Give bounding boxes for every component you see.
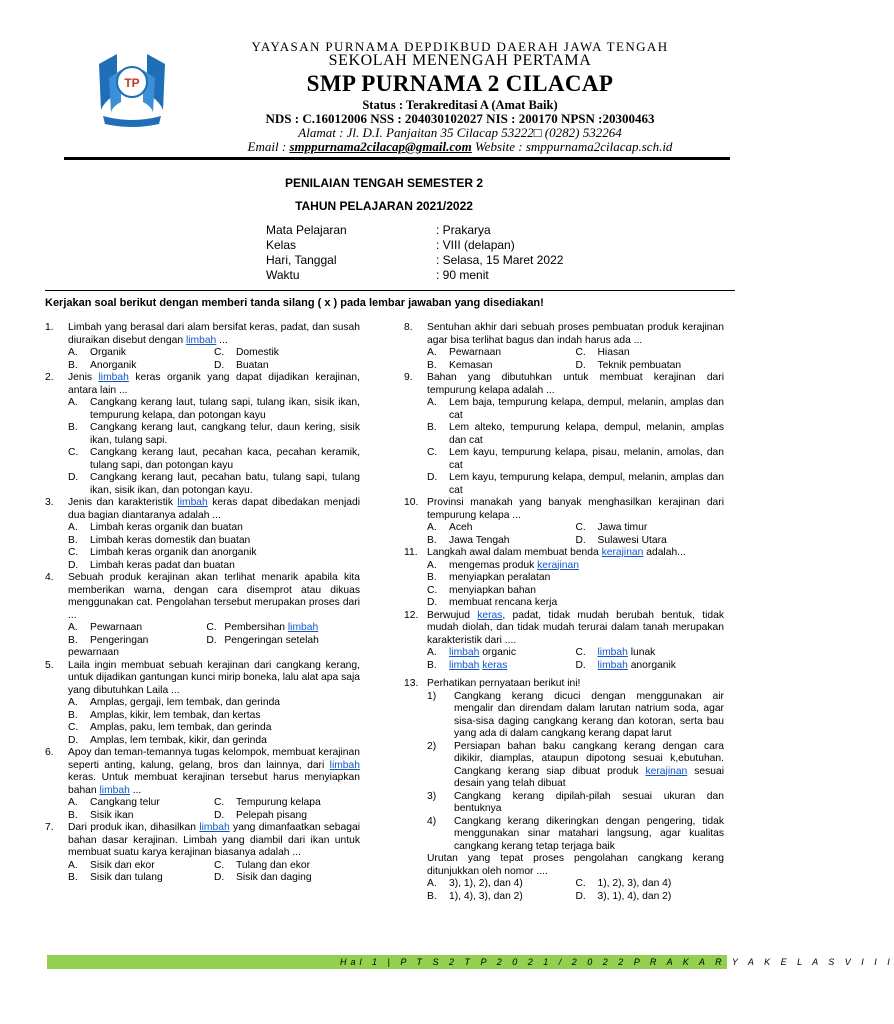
option-d-continuation: pewarnaan xyxy=(68,647,119,658)
info-row xyxy=(266,223,563,238)
question-number: 11. xyxy=(404,547,418,558)
link[interactable]: limbah xyxy=(177,497,208,508)
option-d: Pengeringan setelah xyxy=(224,634,319,646)
option-a: mengemas produk kerajinan xyxy=(449,559,579,571)
school-codes: NDS : C.16012006 NSS : 204030102027 NIS : 200170 NPSN :20300463 xyxy=(265,111,655,126)
link[interactable]: limbah xyxy=(449,659,480,671)
question-number: 5. xyxy=(45,659,54,671)
question-10: 10. Provinsi manakah yang banyak menghasilkan kerajinan dari tempurung kelapa ... A. Aceh C. Jawa timur B. Jawa Tengah D. Sulawesi Utara xyxy=(404,497,724,546)
question-number: 7. xyxy=(45,822,54,833)
info-key: Waktu xyxy=(266,268,300,282)
svg-text:TP: TP xyxy=(124,76,140,90)
footer-text: Hal 1 | P T S 2 T P 2 0 2 1 / 2 0 2 2 P R A K A R Y A K E L A S V I I I xyxy=(340,957,894,967)
option-d: 3), 1), 4), dan 2) xyxy=(597,890,672,902)
info-key: Kelas xyxy=(266,238,297,252)
statement-2: Persiapan bahan baku cangkang kerang dengan cara dikikir, diamplas, ataupun dipotong sesuai k,ebutuhan. Cangkang kerang siap dibuat produk kerajinan sesuai desain yang telah dibuat xyxy=(454,740,724,789)
option-a: limbah organic xyxy=(449,647,516,658)
question-number: 2. xyxy=(45,372,54,383)
option-c: Tulang dan ekor xyxy=(236,859,311,871)
option-c: limbah lunak xyxy=(597,647,656,658)
question-text: Berwujud keras, padat, tidak mudah berubah bentuk, tidak mudah diolah, dan tidak mudah terurai dalam tanah merupakan karakteristik dari .... xyxy=(427,609,724,646)
question-text: Langkah awal dalam membuat benda kerajinan adalah... xyxy=(427,547,686,558)
question-4: 4. Sebuah produk kerajinan akan terlihat menarik apabila kita memberikan warna, dengan cara disemprot atau dikuas menggunakan cat. Pengolahan tersebut merupakan proses dari ... A. Pewarnaan C. Pembersihan limbah B. Pengeringan D. Pengeringan setelah pewarnaan xyxy=(45,572,360,658)
question-number: 6. xyxy=(45,747,54,758)
option-d: Amplas, lem tembak, kikir, dan gerinda xyxy=(90,734,267,746)
link[interactable]: limbah xyxy=(185,334,217,346)
link[interactable]: limbah xyxy=(449,647,480,658)
info-value: : Prakarya xyxy=(436,223,491,237)
link[interactable]: keras xyxy=(482,659,508,671)
question-text: Limbah yang berasal dari alam bersifat keras, padat, dan susah diuraikan disebut dengan limbah ... xyxy=(68,322,360,346)
question-8: 8. Sentuhan akhir dari sebuah proses pembuatan produk kerajinan agar bisa terlihat bagus dan indah harus ada ... A. Pewarnaan C. Hiasan B. Kemasan D. Teknik pembuatan xyxy=(404,322,724,371)
question-text: Dari produk ikan, dihasilkan limbah yang dimanfaatkan sebagai bahan dasar kerajinan. Limbah yang diambil dari ikan untuk membuat suatu karya kerajinan biasanya adalah ... xyxy=(68,822,360,858)
option-d: limbah anorganik xyxy=(597,659,676,671)
info-row xyxy=(266,253,563,268)
option-d: Pelepah pisang xyxy=(236,809,307,821)
link[interactable]: kerajinan xyxy=(601,547,644,558)
option-b: Jawa Tengah xyxy=(449,534,510,546)
option-d: membuat rencana kerja xyxy=(449,597,558,608)
option-c: Amplas, paku, lem tembak, dan gerinda xyxy=(90,722,272,733)
question-text: Sentuhan akhir dari sebuah proses pembuatan produk kerajinan agar bisa terlihat bagus dan indah harus ada ... xyxy=(427,322,724,346)
website-text: Website : smppurnama2cilacap.sch.id xyxy=(471,139,673,154)
foundation-name: YAYASAN PURNAMA DEPDIKBUD DAERAH JAWA TENGAH xyxy=(251,39,669,54)
email-link[interactable]: smppurnama2cilacap@gmail.com xyxy=(289,139,472,154)
school-address: Alamat : Jl. D.I. Panjaitan 35 Cilacap 53222□ (0282) 532264 xyxy=(298,125,622,140)
instruction-rule xyxy=(45,290,735,291)
questions-left-column xyxy=(45,322,360,885)
question-text: Sebuah produk kerajinan akan terlihat menarik apabila kita memberikan warna, dengan cara disemprot atau dikuas menggunakan cat. Pengolahan tersebut merupakan proses dari ... xyxy=(68,572,360,621)
question-6: 6. Apoy dan teman-temannya tugas kelompok, membuat kerajinan seperti anting, kalung, gelang, bros dan lainnya, dari limbah keras. Untuk membuat kerajinan tersebut harus menyiapkan bahan limbah ... A. Cangkang telur C. Tempurung kelapa B. Sisik ikan D. Pelepah pisang xyxy=(45,747,360,821)
question-text: Jenis dan karakteristik limbah keras dapat dibedakan menjadi dua bagian diantaranya adalah ... xyxy=(68,497,360,521)
info-key: Hari, Tanggal xyxy=(266,253,337,267)
question-prompt: Urutan yang tepat proses pengolahan cangkang kerang ditunjukkan oleh nomor .... xyxy=(427,853,724,877)
question-text: Apoy dan teman-temannya tugas kelompok, membuat kerajinan seperti anting, kalung, gelang, bros dan lainnya, dari limbah keras. Untuk membuat kerajinan tersebut harus menyiapkan bahan limbah ... xyxy=(68,747,360,796)
question-3: 3. Jenis dan karakteristik limbah keras dapat dibedakan menjadi dua bagian diantaranya adalah ... A. Limbah keras organik dan buatan B. Limbah keras domestik dan buatan C. Limbah keras organik dan anorganik D. Limbah keras padat dan buatan xyxy=(45,497,360,571)
option-c: Limbah keras organik dan anorganik xyxy=(90,547,257,558)
option-b: Sisik dan tulang xyxy=(90,872,163,883)
option-d: Lem kayu, tempurung kelapa, dempul, melanin, amplas dan cat xyxy=(449,472,724,496)
question-9: 9. Bahan yang dibutuhkan untuk membuat kerajinan dari tempurung kelapa adalah ... A. Lem baja, tempurung kelapa, dempul, melanin, amplas dan cat B. Lem alteko, tempurung kelapa, dempul, melanin, amplas dan cat C. Lem kayu, tempurung kelapa, pisau, melanin, amolas, dan cat D. Lem kayu, tempurung kelapa, dempul, melanin, amplas dan cat xyxy=(404,372,724,496)
question-11: 11. Langkah awal dalam membuat benda kerajinan adalah... A. mengemas produk kerajinan B. menyiapkan peralatan C. menyiapkan bahan D. membuat rencana kerja xyxy=(404,547,724,610)
option-b: Anorganik xyxy=(90,359,137,371)
question-number: 9. xyxy=(404,372,413,383)
option-c: Tempurung kelapa xyxy=(236,797,321,808)
statement-4: Cangkang kerang dikeringkan dengan pengering, tidak menggunakan sinar matahari langsung, agar kualitas cangkang kerang tetap terjaga baik xyxy=(454,815,724,852)
question-5: 5. Laila ingin membuat sebuah kerajinan dari cangkang kerang, untuk dijadikan gantungan kunci mirip boneka, lalu alat apa saja yang dibutuhkan Laila ... A. Amplas, gergaji, lem tembak, dan gerinda B. Amplas, kikir, lem tembak, dan kertas C. Amplas, paku, lem tembak, dan gerinda D. Amplas, lem tembak, kikir, dan gerinda xyxy=(45,659,360,746)
option-a: Pewarnaan xyxy=(449,347,502,358)
option-b: Limbah keras domestik dan buatan xyxy=(90,534,251,546)
question-text: Jenis limbah keras organik yang dapat dijadikan kerajinan, antara lain ... xyxy=(68,372,360,396)
option-c: Domestik xyxy=(236,347,279,358)
info-value: : Selasa, 15 Maret 2022 xyxy=(436,253,564,267)
statement-3: Cangkang kerang dipilah-pilah sesuai ukuran dan bentuknya xyxy=(454,790,724,814)
option-a: Pewarnaan xyxy=(90,622,143,633)
option-b: Sisik ikan xyxy=(90,809,134,821)
option-a: Organik xyxy=(90,347,127,358)
question-12: 12. Berwujud keras, padat, tidak mudah berubah bentuk, tidak mudah diolah, dan tidak mudah terurai dalam tanah merupakan karakteristik dari .... A. limbah organic C. limbah lunak B. limbah keras D. limbah anorganik xyxy=(404,609,724,671)
option-b xyxy=(449,660,507,673)
option-d: Sulawesi Utara xyxy=(597,534,667,546)
option-d: Teknik pembuatan xyxy=(597,359,682,371)
question-text: Perhatikan pernyataan berikut ini! xyxy=(427,678,581,689)
link[interactable]: limbah xyxy=(98,372,129,383)
option-a: 3), 1), 2), dan 4) xyxy=(449,878,523,889)
option-b: Kemasan xyxy=(449,359,493,371)
option-c: 1), 2), 3), dan 4) xyxy=(597,878,672,889)
question-number: 13. xyxy=(404,678,419,689)
email-label: Email : xyxy=(247,139,290,154)
instruction: Kerjakan soal berikut dengan memberi tanda silang ( x ) pada lembar jawaban yang disediakan! xyxy=(45,297,544,309)
option-c: Hiasan xyxy=(597,347,630,358)
option-b: Lem alteko, tempurung kelapa, dempul, melanin, amplas dan cat xyxy=(449,422,724,446)
info-value: : VIII (delapan) xyxy=(436,238,515,252)
link[interactable]: limbah xyxy=(99,784,130,796)
option-a: Sisik dan ekor xyxy=(90,859,155,871)
link[interactable]: limbah xyxy=(287,622,319,633)
header-rule xyxy=(64,157,730,160)
option-a: Cangkang kerang laut, tulang sapi, tulang ikan, sisik ikan, tempurung kelapa, dan potongan kayu xyxy=(90,397,360,421)
accreditation-status: Status : Terakreditasi A (Amat Baik) xyxy=(362,98,558,112)
school-logo xyxy=(93,44,171,130)
option-b: menyiapkan peralatan xyxy=(449,572,551,583)
info-row xyxy=(266,238,563,253)
info-row xyxy=(266,268,563,283)
question-number: 8. xyxy=(404,322,413,333)
questions-right-column xyxy=(404,322,724,903)
exam-info xyxy=(266,223,563,283)
option-c: Jawa timur xyxy=(597,522,648,533)
info-key: Mata Pelajaran xyxy=(266,223,347,237)
question-text: Laila ingin membuat sebuah kerajinan dari cangkang kerang, untuk dijadikan gantungan kunci mirip boneka, lalu alat apa saja yang dibutuhkan Laila ... xyxy=(68,659,360,696)
option-c: Lem kayu, tempurung kelapa, pisau, melanin, amolas, dan cat xyxy=(449,447,724,471)
question-number: 10. xyxy=(404,497,419,508)
link[interactable]: limbah xyxy=(597,659,628,671)
link[interactable]: kerajinan xyxy=(645,765,688,777)
link[interactable]: limbah xyxy=(597,647,628,658)
letterhead xyxy=(0,0,768,160)
info-value: : 90 menit xyxy=(436,268,489,282)
option-c: Cangkang kerang laut, pecahan kaca, pecahan keramik, tulang sapi, dan potongan kayu xyxy=(90,447,360,471)
question-2: 2. Jenis limbah keras organik yang dapat dijadikan kerajinan, antara lain ... A. Cangkang kerang laut, tulang sapi, tulang ikan, sisik ikan, tempurung kelapa, dan potongan kayu B. Cangkang kerang laut, cangkang telur, daun kering, sisik ikan, tulang sapi. C. Cangkang kerang laut, pecahan kaca, pecahan keramik, tulang sapi, dan potongan kayu D. Cangkang kerang laut, pecahan batu, tulang sapi, tulang ikan, sisik ikan, dan potongan kayu. xyxy=(45,372,360,496)
link[interactable]: limbah xyxy=(199,822,230,833)
question-number: 12. xyxy=(404,609,419,621)
option-b: Pengeringan xyxy=(90,634,149,646)
option-d: Cangkang kerang laut, pecahan batu, tulang sapi, tulang ikan, sisik ikan, dan potongan kayu. xyxy=(90,472,360,496)
link[interactable]: kerajinan xyxy=(537,559,579,571)
link[interactable]: keras xyxy=(477,609,503,621)
question-1: 1. Limbah yang berasal dari alam bersifat keras, padat, dan susah diuraikan disebut dengan limbah ... A. Organik C. Domestik B. Anorganik D. Buatan xyxy=(45,322,360,371)
exam-title: PENILAIAN TENGAH SEMESTER 2 xyxy=(284,176,484,190)
option-a: Cangkang telur xyxy=(90,797,160,808)
link[interactable]: limbah xyxy=(329,759,360,771)
option-a: Amplas, gergaji, lem tembak, dan gerinda xyxy=(90,697,281,708)
statement-1: Cangkang kerang dicuci dengan menggunakan air mengalir dan direndam dalam larutan natrium soda, agar sisa-sisa daging cangkang kerang dan kotoran, serta bau yang ada di dalam cangkang kerang dapat larut xyxy=(454,690,724,739)
option-c: menyiapkan bahan xyxy=(449,584,537,596)
option-d: Sisik dan daging xyxy=(236,872,312,883)
school-name: SMP PURNAMA 2 CILACAP xyxy=(306,71,614,96)
option-b: Amplas, kikir, lem tembak, dan kertas xyxy=(90,709,261,721)
question-number: 1. xyxy=(45,322,54,333)
option-a: Aceh xyxy=(449,522,473,533)
question-7: 7. Dari produk ikan, dihasilkan limbah yang dimanfaatkan sebagai bahan dasar kerajinan. Limbah yang diambil dari ikan untuk membuat suatu karya kerajinan biasanya adalah ... A. Sisik dan ekor C. Tulang dan ekor B. Sisik dan tulang D. Sisik dan daging xyxy=(45,822,360,883)
school-level: SEKOLAH MENENGAH PERTAMA xyxy=(328,52,592,69)
question-13: 13. Perhatikan pernyataan berikut ini! 1) Cangkang kerang dicuci dengan menggunakan air mengalir dan direndam dalam larutan natrium soda, agar sisa-sisa daging cangkang kerang dan kotoran, serta bau yang ada di dalam cangkang kerang dapat larut 2) Persiapan bahan baku cangkang kerang dengan cara dikikir, diamplas, ataupun dipotong sesuai k,ebutuhan. Cangkang kerang siap dibuat produk kerajinan sesuai desain yang telah dibuat 3) Cangkang kerang dipilah-pilah sesuai ukuran dan bentuknya 4) Cangkang kerang dikeringkan dengan pengering, tidak menggunakan sinar matahari langsung, agar kualitas cangkang kerang tetap terjaga baik Urutan yang tepat proses pengolahan cangkang kerang ditunjukkan oleh nomor .... A. 3), 1), 2), dan 4) C. 1), 2), 3), dan 4) B. 1), 4), 3), dan 2) D. 3), 1), 4), dan 2) xyxy=(404,678,724,902)
option-d: Limbah keras padat dan buatan xyxy=(90,559,235,571)
question-number: 4. xyxy=(45,572,54,583)
option-a: Lem baja, tempurung kelapa, dempul, melanin, amplas dan cat xyxy=(449,397,724,421)
academic-year: TAHUN PELAJARAN 2021/2022 xyxy=(295,199,473,213)
option-a: Limbah keras organik dan buatan xyxy=(90,522,243,533)
contact-line xyxy=(180,139,740,155)
question-text: Provinsi manakah yang banyak menghasilkan kerajinan dari tempurung kelapa ... xyxy=(427,497,724,521)
option-d: Buatan xyxy=(236,359,269,371)
option-b: 1), 4), 3), dan 2) xyxy=(449,890,523,902)
option-b: Cangkang kerang laut, cangkang telur, daun kering, sisik ikan, tulang sapi. xyxy=(90,422,360,446)
option-c: Pembersihan limbah xyxy=(224,622,319,633)
question-text: Bahan yang dibutuhkan untuk membuat kerajinan dari tempurung kelapa adalah ... xyxy=(427,372,724,396)
question-number: 3. xyxy=(45,497,54,508)
